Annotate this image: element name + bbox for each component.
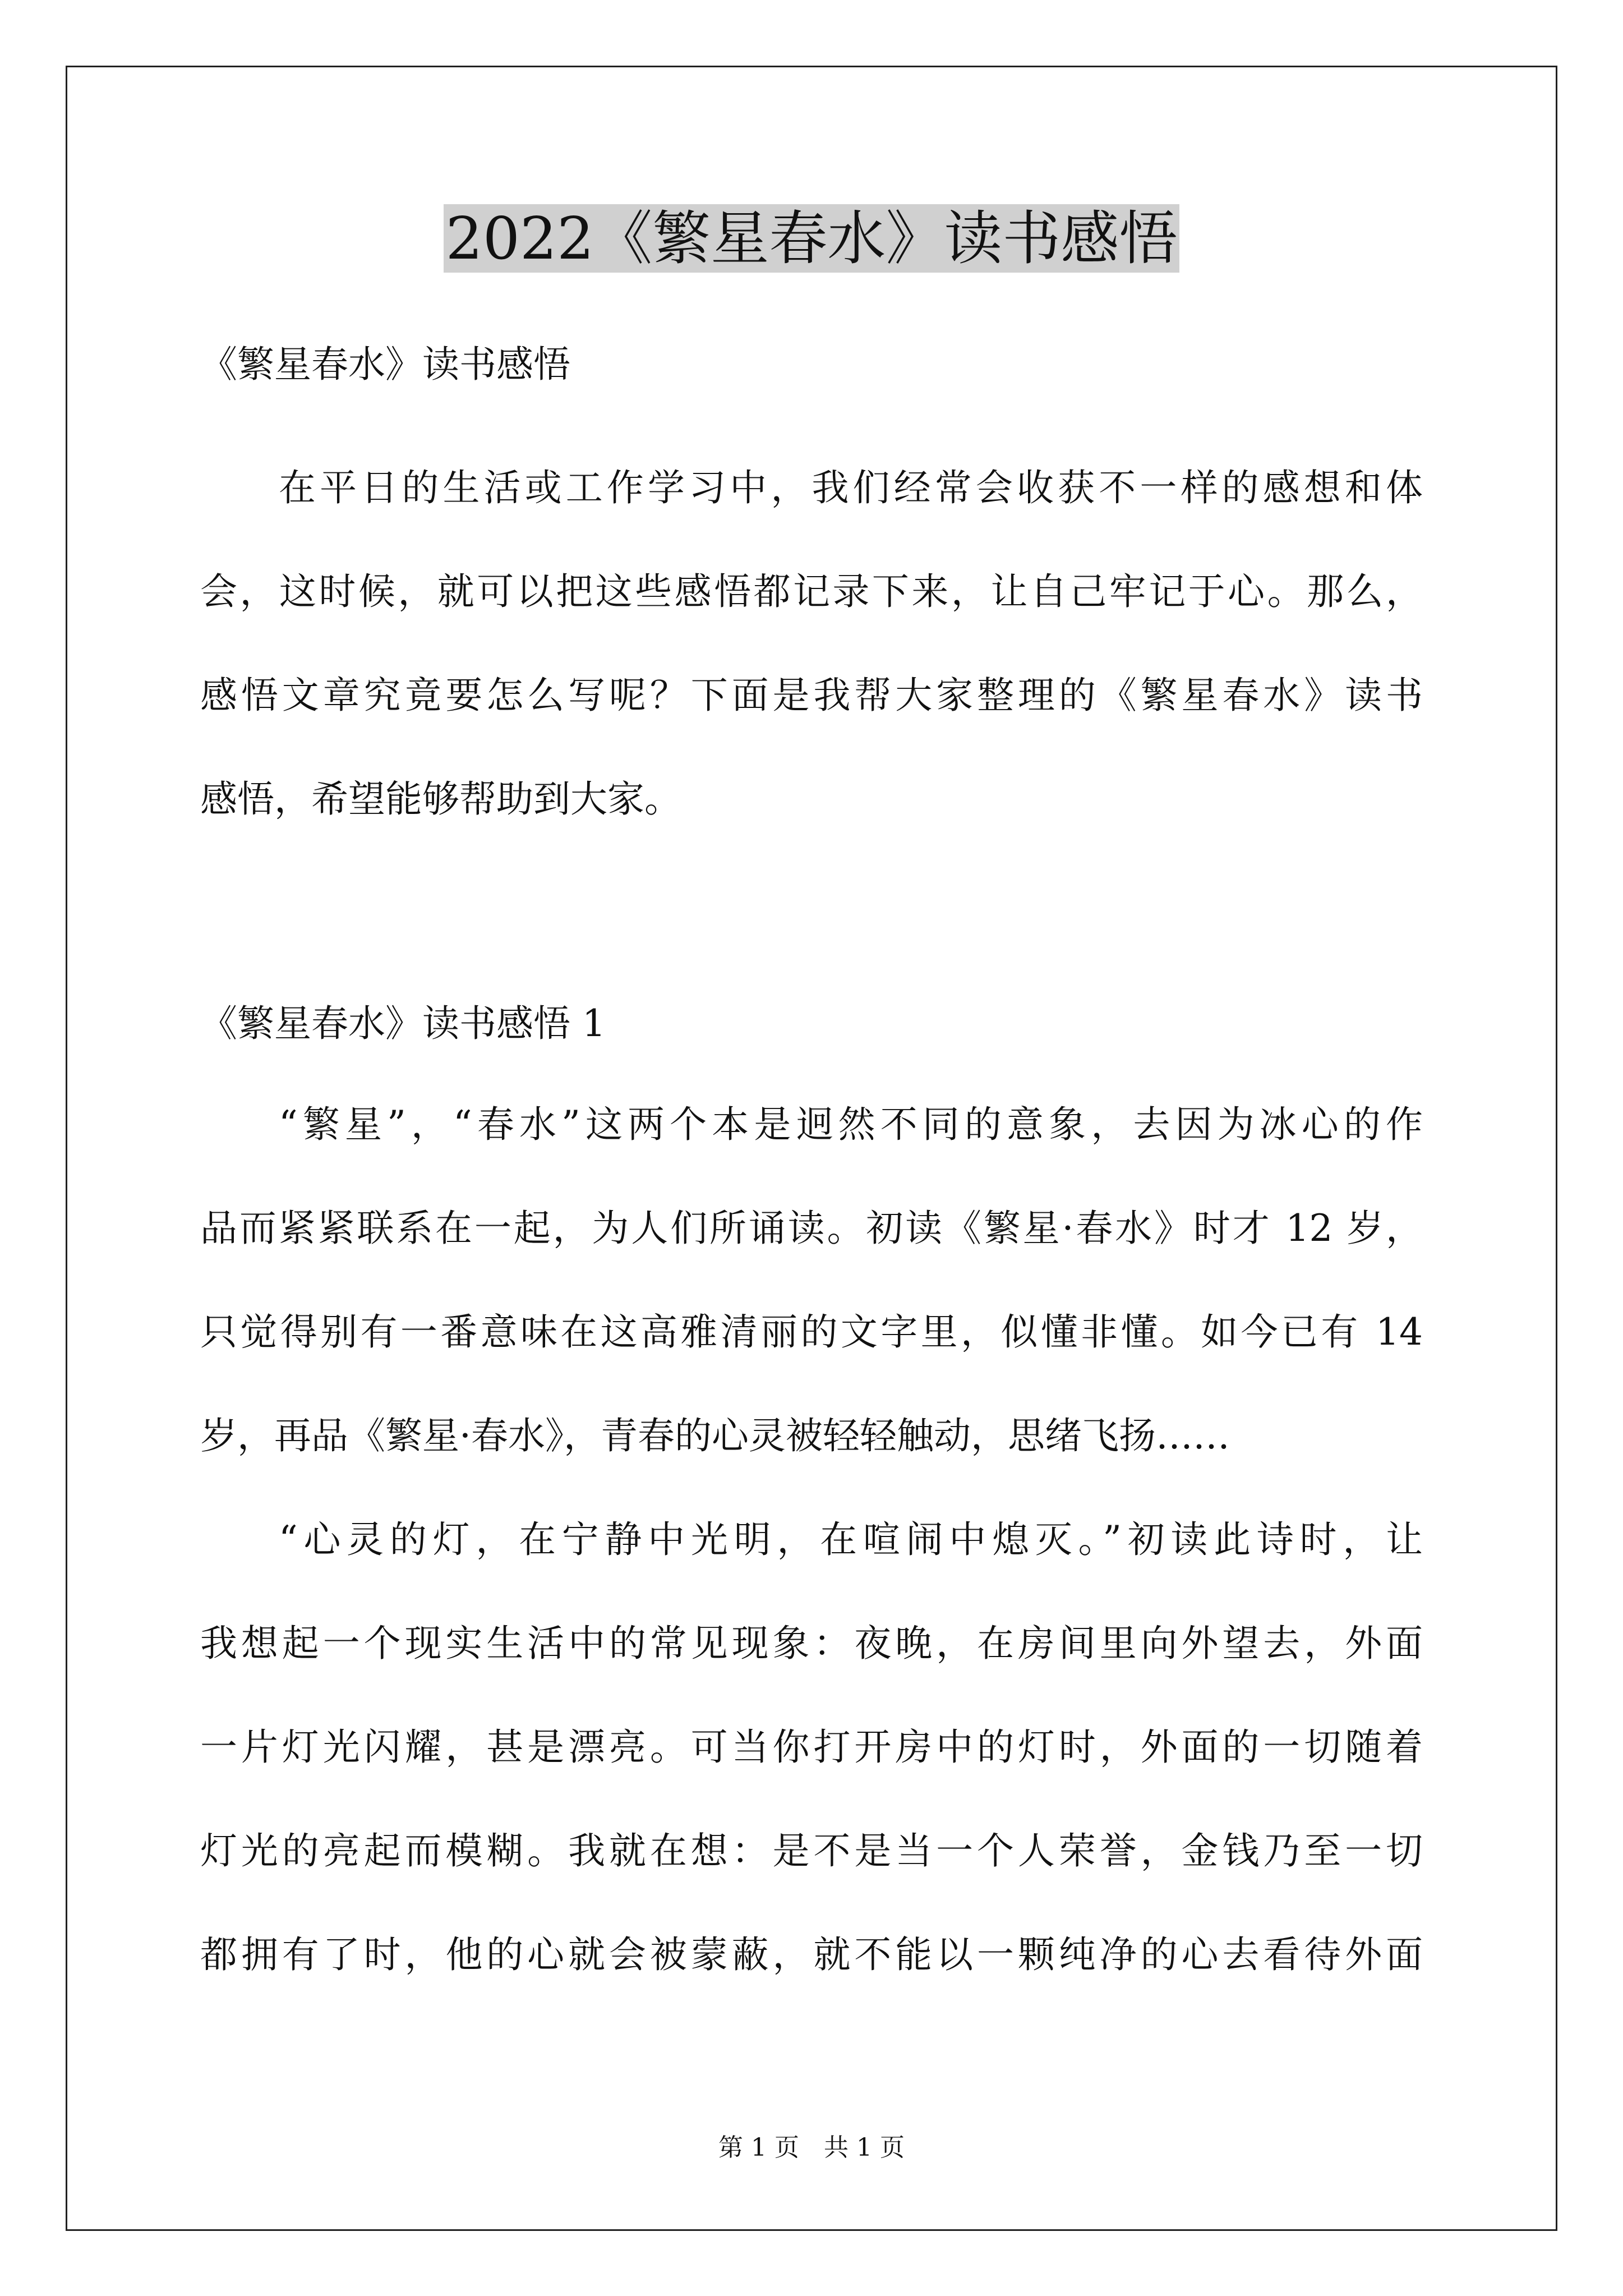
paragraph-line: “繁星”，“春水”这两个本是迥然不同的意象，去因为冰心的作 <box>279 1103 1423 1146</box>
document-title <box>0 196 1623 280</box>
paragraph-line: 感悟，希望能够帮助到大家。 <box>200 777 681 821</box>
document-title-text: 2022《繁星春水》读书感悟 <box>444 204 1180 273</box>
paragraph-line: 岁，再品《繁星·春水》，青春的心灵被轻轻触动，思绪飞扬…… <box>200 1414 1230 1457</box>
paragraph-line: 感悟文章究竟要怎么写呢？下面是我帮大家整理的《繁星春水》读书 <box>200 674 1423 717</box>
paragraph-line: “心灵的灯，在宁静中光明，在喧闹中熄灭。”初读此诗时，让 <box>279 1518 1423 1561</box>
paragraph-line: 一片灯光闪耀，甚是漂亮。可当你打开房中的灯时，外面的一切随着 <box>200 1726 1423 1769</box>
page-footer: 第 1 页 共 1 页 <box>718 2133 905 2162</box>
paragraph-line: 品而紧紧联系在一起，为人们所诵读。初读《繁星·春水》时才 12 岁， <box>200 1207 1423 1250</box>
paragraph-line: 会，这时候，就可以把这些感悟都记录下来，让自己牢记于心。那么， <box>200 570 1423 613</box>
paragraph-line: 只觉得别有一番意味在这高雅清丽的文字里，似懂非懂。如今已有 14 <box>200 1310 1423 1354</box>
paragraph-line: 我想起一个现实生活中的常见现象：夜晚，在房间里向外望去，外面 <box>200 1622 1423 1665</box>
subtitle-heading: 《繁星春水》读书感悟 <box>200 343 570 386</box>
paragraph-line: 都拥有了时，他的心就会被蒙蔽，就不能以一颗纯净的心去看待外面 <box>200 1933 1423 1976</box>
section-heading: 《繁星春水》读书感悟 1 <box>200 1002 606 1045</box>
paragraph-line: 在平日的生活或工作学习中，我们经常会收获不一样的感想和体 <box>279 466 1423 509</box>
paragraph-line: 灯光的亮起而模糊。我就在想：是不是当一个人荣誉，金钱乃至一切 <box>200 1829 1423 1872</box>
